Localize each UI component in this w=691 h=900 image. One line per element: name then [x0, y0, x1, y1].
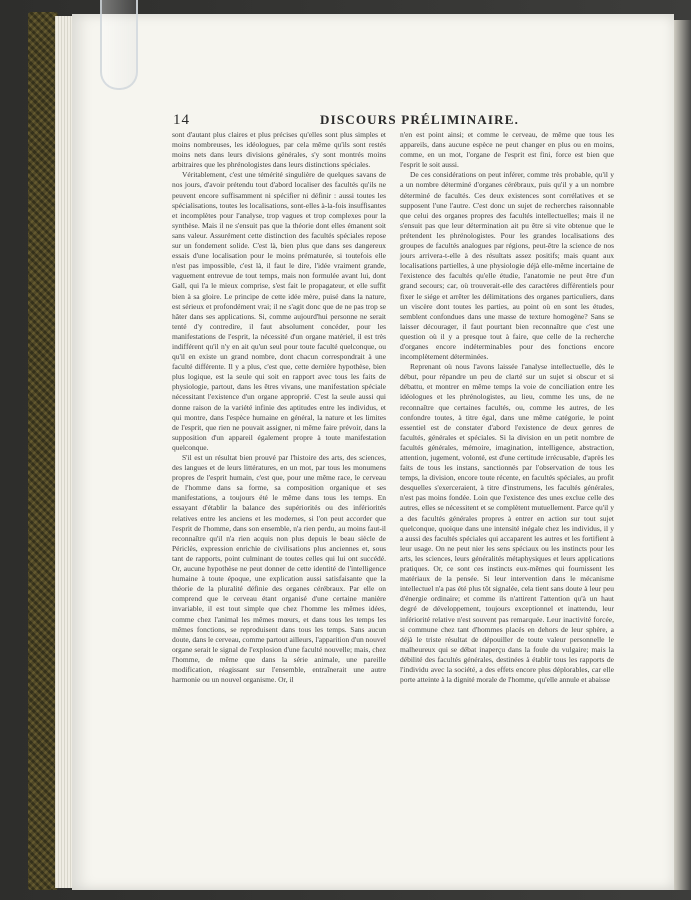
bookmark-clip-icon [100, 0, 138, 90]
paragraph: sont d'autant plus claires et plus précises qu'elles sont plus simples et moins nombreuses, les idéologues, par cela même qu'ils sont restés moins nets dans leurs divisions générales, s'y sont montrés moins arbitraires que les phrénologistes dans leurs distinctions spéciales. [172, 130, 386, 170]
right-text-column [400, 130, 614, 685]
marbled-cover-edge [28, 12, 58, 890]
paragraph: De ces considérations on peut inférer, comme très probable, qu'il y a un nombre déterminé d'organes cérébraux, puis qu'il y a un nombre déterminé de facultés. Ces deux existences sont corrélatives et se supposent l'une l'autre. C'est donc un sujet de recherches raisonnable que celui des organes propres des facultés intellectuelles; mais il ne s'ensuit pas que leur détermination ait pu être si vite obtenue que le prétendent les phrénologistes. Pour les grandes localisations des groupes de facultés analogues par régions, peut-être la science de nos jours arrivera-t-elle à des résultats assez positifs; mais quant aux localisations partielles, à une physiologie déjà elle-même incertaine de l'existence des facultés qu'elle étudie, l'anatomie ne peut être d'un grand secours; car, où trouverait-elle des caractères différentiels pour fixer le siége et arrêter les délimitations des organes particuliers, dans un viscère dont toutes les parties, au point où en sont les études, semblent confondues dans une masse de texture homogène? Sans se laisser décourager, il faut pourtant bien reconnaître que c'est une question où il y a presque tout à faire, que celle de la recherche d'organes encore indéterminables pour des fonctions encore incomplètement déterminées. [400, 170, 614, 362]
left-text-column [172, 130, 386, 685]
running-title: DISCOURS PRÉLIMINAIRE. [320, 112, 520, 127]
page-number: 14 [173, 112, 190, 128]
paragraph: Reprenant où nous l'avons laissée l'analyse intellectuelle, dès le début, pour répandre un peu de clarté sur un sujet si obscur et si débattu, et montrer en même temps la voie de conciliation entre les idéologues et les phrénologistes, au lieu, comme les uns, de ne reconnaître que certaines facultés, ou, comme les autres, de les confondre toutes, à titre égal, dans une même catégorie, le point essentiel est de constater d'abord l'existence de deux genres de facultés, générales et spéciales. Si la division en un petit nombre de facultés générales, mémoire, imagination, intelligence, abstraction, attention, jugement, volonté, est d'une certitude irrécusable, d'après les faits de tous les instans, sanctionnés par l'observation de tous les temps, la division, encore toute récente, en facultés spéciales, au profit desquelles s'exerceraient, à titre d'instrumens, les facultés générales, n'est pas moins fondée. Loin que l'existence des unes exclue celle des autres, elles se nécessitent et se complètent mutuellement. Parce qu'il y a des facultés générales propres à entrer en action sur tout sujet quelconque, quoique dans une intensité inégale chez les individus, il y a aussi des facultés spéciales qui accaparent les autres et les fortifient à leur usage. On ne peut nier les sens spéciaux ou les instincts pour les arts, les sciences, leurs généralités métaphysiques et leurs applications pratiques. Or, ce sont ces instincts eux-mêmes qui fournissent les matériaux de la pensée. Si leur intervention dans le mécanisme intellectuel n'a pas été plus tôt signalée, cela tient sans doute à leur peu d'énergie ordinaire; et comme ils n'attirent l'attention qu'à un haut degré de développement, toujours exceptionnel et inattendu, leur infériorité relative n'est souvent pas remarquée. Leur inactivité forcée, si commune chez tant d'hommes placés en dehors de leur sphère, a déjà le triste résultat de dépouiller de toute valeur personnelle le malheureux qui se débat inaperçu dans la foule du vulgaire; mais la débilité des facultés générales, destinées à établir tous les rapports de l'individu avec la société, a des effets encore plus déplorables, car elle porte atteinte à la dignité morale de l'homme, qu'elle annule et abaisse [400, 362, 614, 685]
paragraph: n'en est point ainsi; et comme le cerveau, de même que tous les appareils, dans aucune espèce ne peut changer en plus ou en moins, comme, en un mot, l'organe de l'esprit est fini, force est bien que l'esprit le soit aussi. [400, 130, 614, 170]
right-page-edge [674, 20, 691, 890]
paragraph: S'il est un résultat bien prouvé par l'histoire des arts, des sciences, des langues et de leurs littératures, en un mot, par tous les monumens propres de l'esprit humain, c'est que, pour une même race, le cerveau de l'homme dans sa forme, sa composition organique et ses manifestations, a toujours été le même dans tous les temps. En essayant d'établir la balance des supériorités ou des infériorités relatives entre les anciens et les modernes, si l'on peut accorder que l'esprit de l'homme, dans son ensemble, n'a rien perdu, au moins faut-il reconnaître qu'il n'a rien acquis non plus depuis le beau siècle de Périclès, expression enrichie de civilisations plus anciennes et, sous tant de rapports, point culminant de toutes celles qui lui ont succédé. Or, aucune hypothèse ne peut donner de cette identité de l'intelligence humaine à toute époque, une explication aussi satisfaisante que la théorie de la pluralité définie des organes cérébraux. Par elle on comprend que le cerveau étant organisé d'une certaine manière invariable, il est tout simple que chez l'homme les mêmes idées, comme chez l'animal les mêmes mœurs, et dans tous les temps les mêmes fonctions, se reproduisent dans tous les temps. Sans aucun doute, dans le cerveau, comme partout ailleurs, l'apparition d'un nouvel organe serait le signal de l'explosion d'une faculté nouvelle; mais, chez l'homme, de même que dans la série animale, une pareille modification, réagissant sur l'ensemble, entraînerait une autre harmonie ou un nouvel organisme. Or, il [172, 453, 386, 685]
paragraph: Véritablement, c'est une témérité singulière de quelques savans de nos jours, d'avoir prétendu tout d'abord localiser des facultés qu'ils ne peuvent encore suffisamment ni spécifier ni définir : aussi toutes les spécialisations, toutes les localisations, sont-elles à-la-fois insuffisantes et incomplètes pour l'analyse, trop vagues et trop complexes pour la synthèse. Mais il ne s'ensuit pas que la théorie dont elles émanent soit sans valeur. Assurément cette distinction des facultés spéciales repose sur un fondement solide. C'est là, bien plus que dans ses dangereux essais d'une localisation pour le moins prématurée, si toutefois elle n'est pas impossible, c'est là, il faut le dire, l'idée vraiment grande, vaguement entrevue de tout temps, mais non formulée avant lui, dont Gall, qui l'a le mieux comprise, s'est fait le propagateur, et elle suffit bien à sa gloire. Le principe de cette idée mère, puisé dans la nature, est sérieux et profondément vrai; il ne s'agit donc que de ne pas trop se hâter dans ses applications. Si, comme aujourd'hui personne ne serait tenté d'y contredire, il faut absolument concéder, pour les manifestations de l'esprit, la nécessité d'un organe matériel, il est très indifférent qu'il n'y en ait qu'un seul pour toute faculté quelconque, ou qu'il en existe un grand nombre, dont chacun correspondrait à une faculté différente. Il y a plus, c'est que, cette dernière hypothèse, bien plus logique, est la seule qui soit en rapport avec tous les faits de physiologie, partout, dans les êtres vivans, une manifestation spéciale nécessitant l'existence d'un organe approprié. C'est la seule aussi qui donne raison de la variété infinie des aptitudes entre les individus, et qui montre, dans l'espèce humaine en général, la nature et les limites de l'esprit, que rien ne pouvait assigner, ni même faire prévoir, dans la supposition d'un appareil également propre à toute manifestation quelconque. [172, 170, 386, 452]
